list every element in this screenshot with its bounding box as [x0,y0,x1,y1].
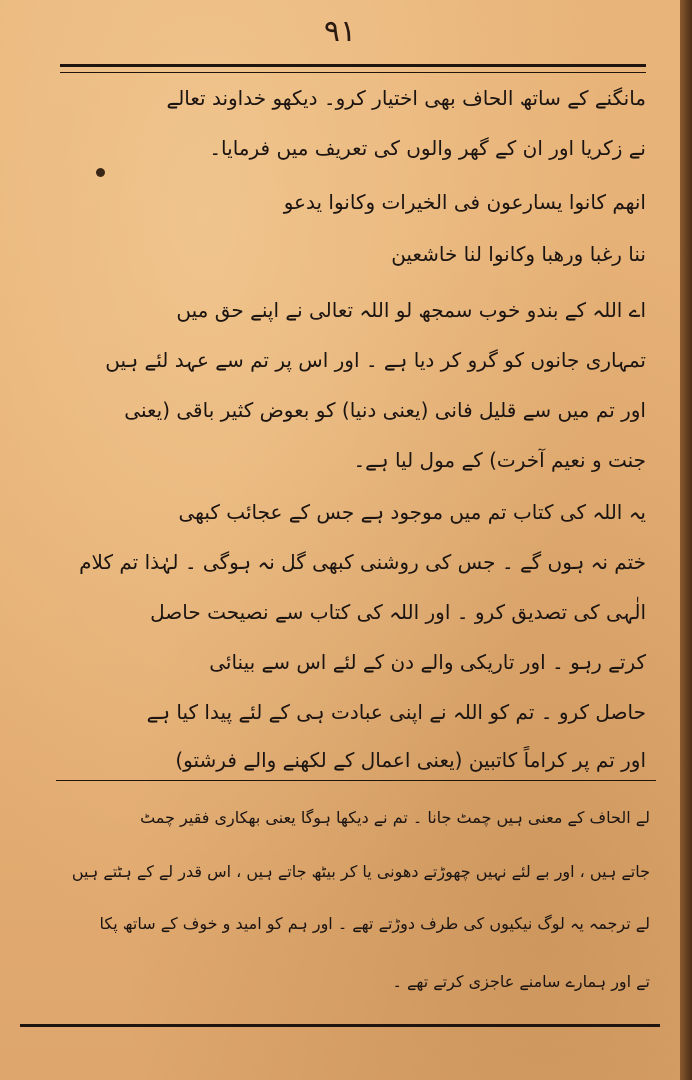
main-line: اور تم میں سے قلیل فانی (یعنی دنیا) کو بعوض کثیر باقی (یعنی [124,398,646,422]
main-line: الٰہی کی تصدیق کرو ۔ اور اللہ کی کتاب سے نصیحت حاصل [150,600,646,624]
main-line: انهم کانوا یسارعون فی الخیرات وکانوا یدعو [283,190,646,214]
main-line: کرتے رہو ۔ اور تاریکی والے دن کے لئے اس سے بینائی [209,650,646,674]
main-line: تمہاری جانوں کو گرو کر دیا ہے ۔ اور اس پر تم سے عہد لئے ہیں [105,348,646,372]
main-line: اے اللہ کے بندو خوب سمجھ لو اللہ تعالی نے اپنے حق میں [176,298,646,322]
footnote-separator [56,780,656,781]
main-line: جنت و نعیم آخرت) کے مول لیا ہے۔ [353,448,646,472]
footer-rule [20,1024,660,1027]
main-line: حاصل کرو ۔ تم کو اللہ نے اپنی عبادت ہی کے لئے پیدا کیا ہے [146,700,646,724]
header-rule-thick [60,64,646,67]
main-line: اور تم پر کراماً کاتبین (یعنی اعمال کے لکھنے والے فرشتو) [175,748,646,772]
main-line: نے زکریا اور ان کے گھر والوں کی تعریف میں فرمایا۔ [209,136,646,160]
footnote-line: لے الحاف کے معنی ہیں چمٹ جانا ۔ تم نے دیکھا ہوگا یعنی بھکاری فقیر چمٹ [140,808,650,827]
page-number: ٩١ [323,14,357,49]
main-line: مانگنے کے ساتھ الحاف بھی اختیار کرو۔ دیکھو خداوند تعالے [166,86,646,110]
footnote-line: جاتے ہیں ، اور بے لئے نہیں چھوڑتے دھونی یا کر بیٹھ جاتے ہیں ، اس قدر لے کے ہٹتے ہیں [71,862,650,881]
header-rule-thin [60,72,646,73]
footnote-line: تے اور ہمارے سامنے عاجزی کرتے تھے ۔ [392,972,650,991]
main-line: یہ اللہ کی کتاب تم میں موجود ہے جس کے عجائب کبھی [178,500,646,524]
book-edge [680,0,692,1080]
main-line: ختم نہ ہوں گے ۔ جس کی روشنی کبھی گل نہ ہوگی ۔ لہٰذا تم کلام [79,550,646,574]
main-line: ننا رغبا ورھبا وکانوا لنا خاشعین [391,242,646,266]
ink-dot [96,168,105,177]
footnote-line: لے ترجمہ یہ لوگ نیکیوں کی طرف دوڑتے تھے ۔ اور ہم کو امید و خوف کے ساتھ پکا [99,914,650,933]
